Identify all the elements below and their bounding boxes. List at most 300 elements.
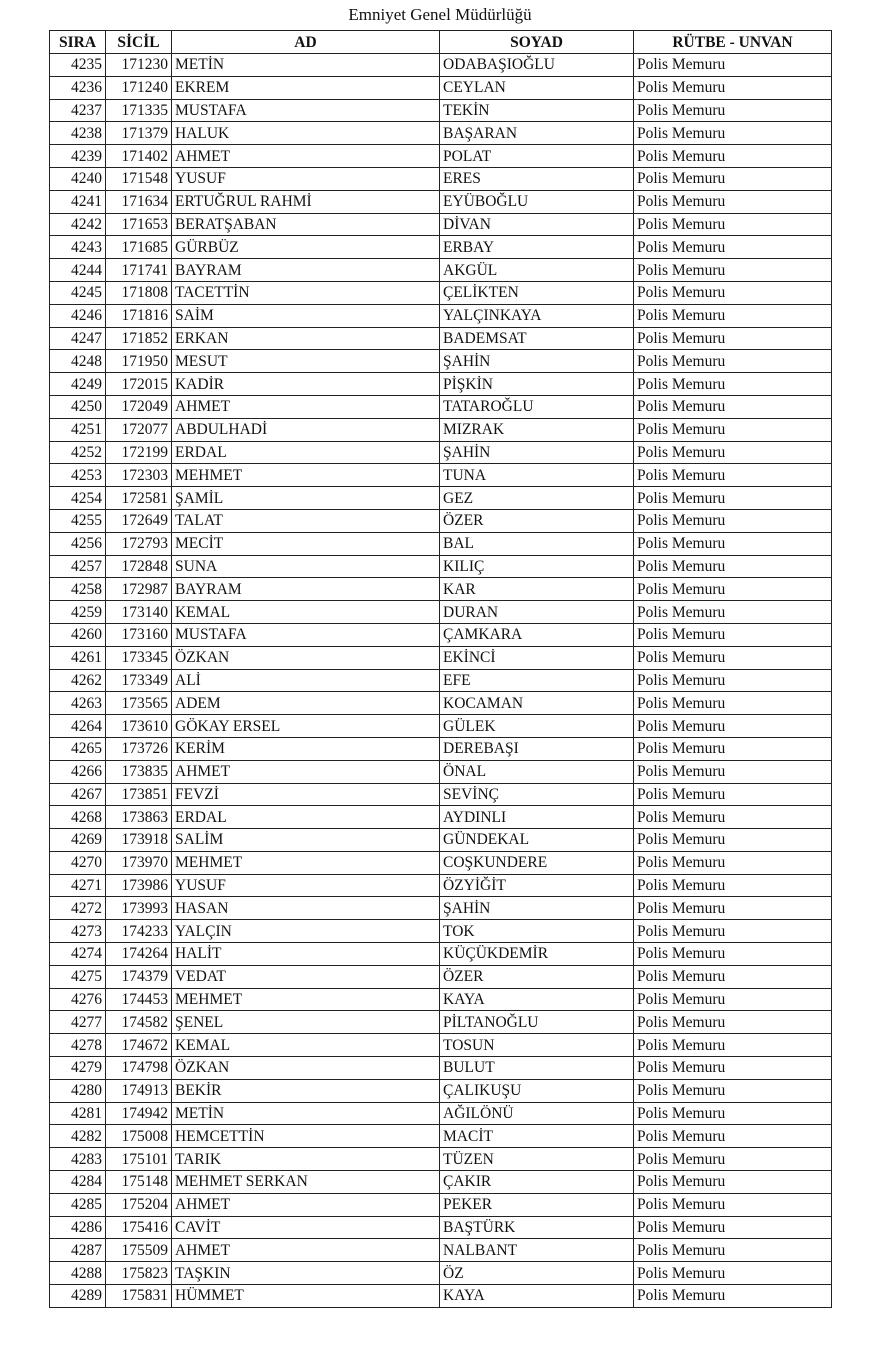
column-header-sira: SIRA: [50, 31, 106, 54]
column-header-sicil: SİCİL: [106, 31, 172, 54]
table-row: [50, 1102, 832, 1125]
sira-cell: 4259: [50, 601, 106, 624]
sira-cell: 4267: [50, 783, 106, 806]
ad-cell: ADEM: [172, 692, 440, 715]
table-row: [50, 555, 832, 578]
sira-cell: 4261: [50, 646, 106, 669]
rutbe-unvan-cell: Polis Memuru: [634, 373, 832, 396]
table-row: [50, 213, 832, 236]
rutbe-unvan-cell: Polis Memuru: [634, 213, 832, 236]
rutbe-unvan-cell: Polis Memuru: [634, 965, 832, 988]
soyad-cell: TOK: [440, 920, 634, 943]
sira-cell: 4278: [50, 1034, 106, 1057]
sicil-cell: 171379: [106, 122, 172, 145]
ad-cell: MEHMET: [172, 988, 440, 1011]
rutbe-unvan-cell: Polis Memuru: [634, 122, 832, 145]
sicil-cell: 175509: [106, 1239, 172, 1262]
ad-cell: BAYRAM: [172, 259, 440, 282]
soyad-cell: KAR: [440, 578, 634, 601]
sicil-cell: 171816: [106, 304, 172, 327]
soyad-cell: EYÜBOĞLU: [440, 190, 634, 213]
sicil-cell: 174453: [106, 988, 172, 1011]
sira-cell: 4268: [50, 806, 106, 829]
rutbe-unvan-cell: Polis Memuru: [634, 1079, 832, 1102]
table-row: [50, 715, 832, 738]
rutbe-unvan-cell: Polis Memuru: [634, 874, 832, 897]
ad-cell: EKREM: [172, 76, 440, 99]
sira-cell: 4266: [50, 760, 106, 783]
sira-cell: 4262: [50, 669, 106, 692]
sicil-cell: 174582: [106, 1011, 172, 1034]
sira-cell: 4270: [50, 851, 106, 874]
soyad-cell: BAŞARAN: [440, 122, 634, 145]
sicil-cell: 173851: [106, 783, 172, 806]
ad-cell: KEMAL: [172, 1034, 440, 1057]
rutbe-unvan-cell: Polis Memuru: [634, 783, 832, 806]
sicil-cell: 174264: [106, 943, 172, 966]
table-row: [50, 236, 832, 259]
sira-cell: 4281: [50, 1102, 106, 1125]
ad-cell: MECİT: [172, 532, 440, 555]
sira-cell: 4252: [50, 441, 106, 464]
sicil-cell: 173918: [106, 829, 172, 852]
sicil-cell: 171548: [106, 167, 172, 190]
table-row: [50, 737, 832, 760]
sira-cell: 4256: [50, 532, 106, 555]
rutbe-unvan-cell: Polis Memuru: [634, 555, 832, 578]
sicil-cell: 171230: [106, 54, 172, 77]
rutbe-unvan-cell: Polis Memuru: [634, 464, 832, 487]
table-row: [50, 1216, 832, 1239]
soyad-cell: BAŞTÜRK: [440, 1216, 634, 1239]
sicil-cell: 172015: [106, 373, 172, 396]
sicil-cell: 174913: [106, 1079, 172, 1102]
soyad-cell: BAL: [440, 532, 634, 555]
soyad-cell: TUNA: [440, 464, 634, 487]
sicil-cell: 171741: [106, 259, 172, 282]
table-row: [50, 601, 832, 624]
ad-cell: YALÇIN: [172, 920, 440, 943]
rutbe-unvan-cell: Polis Memuru: [634, 190, 832, 213]
sira-cell: 4240: [50, 167, 106, 190]
ad-cell: ÖZKAN: [172, 646, 440, 669]
ad-cell: METİN: [172, 1102, 440, 1125]
sicil-cell: 172793: [106, 532, 172, 555]
sicil-cell: 173140: [106, 601, 172, 624]
ad-cell: AHMET: [172, 1193, 440, 1216]
soyad-cell: BULUT: [440, 1057, 634, 1080]
rutbe-unvan-cell: Polis Memuru: [634, 1102, 832, 1125]
column-header-rutbe-unvan: RÜTBE - UNVAN: [634, 31, 832, 54]
rutbe-unvan-cell: Polis Memuru: [634, 1216, 832, 1239]
rutbe-unvan-cell: Polis Memuru: [634, 236, 832, 259]
sira-cell: 4264: [50, 715, 106, 738]
sicil-cell: 173726: [106, 737, 172, 760]
sicil-cell: 173345: [106, 646, 172, 669]
soyad-cell: KILIÇ: [440, 555, 634, 578]
sicil-cell: 171335: [106, 99, 172, 122]
rutbe-unvan-cell: Polis Memuru: [634, 167, 832, 190]
sicil-cell: 174379: [106, 965, 172, 988]
soyad-cell: EFE: [440, 669, 634, 692]
ad-cell: ALİ: [172, 669, 440, 692]
table-row: [50, 1171, 832, 1194]
sicil-cell: 171685: [106, 236, 172, 259]
column-header-soyad: SOYAD: [440, 31, 634, 54]
rutbe-unvan-cell: Polis Memuru: [634, 281, 832, 304]
soyad-cell: GÜNDEKAL: [440, 829, 634, 852]
sira-cell: 4272: [50, 897, 106, 920]
soyad-cell: BADEMSAT: [440, 327, 634, 350]
rutbe-unvan-cell: Polis Memuru: [634, 1057, 832, 1080]
sicil-cell: 172987: [106, 578, 172, 601]
rutbe-unvan-cell: Polis Memuru: [634, 532, 832, 555]
table-row: [50, 167, 832, 190]
soyad-cell: TÜZEN: [440, 1148, 634, 1171]
rutbe-unvan-cell: Polis Memuru: [634, 897, 832, 920]
table-body: [50, 54, 832, 1308]
sicil-cell: 174672: [106, 1034, 172, 1057]
sira-cell: 4245: [50, 281, 106, 304]
sira-cell: 4277: [50, 1011, 106, 1034]
soyad-cell: ÖZER: [440, 965, 634, 988]
ad-cell: TACETTİN: [172, 281, 440, 304]
ad-cell: BEKİR: [172, 1079, 440, 1102]
sira-cell: 4282: [50, 1125, 106, 1148]
soyad-cell: DURAN: [440, 601, 634, 624]
soyad-cell: GEZ: [440, 487, 634, 510]
soyad-cell: ŞAHİN: [440, 441, 634, 464]
ad-cell: ÖZKAN: [172, 1057, 440, 1080]
table-row: [50, 1079, 832, 1102]
ad-cell: GÖKAY ERSEL: [172, 715, 440, 738]
sicil-cell: 175008: [106, 1125, 172, 1148]
ad-cell: ERTUĞRUL RAHMİ: [172, 190, 440, 213]
sira-cell: 4239: [50, 145, 106, 168]
rutbe-unvan-cell: Polis Memuru: [634, 1193, 832, 1216]
rutbe-unvan-cell: Polis Memuru: [634, 1171, 832, 1194]
sira-cell: 4249: [50, 373, 106, 396]
ad-cell: GÜRBÜZ: [172, 236, 440, 259]
ad-cell: AHMET: [172, 1239, 440, 1262]
soyad-cell: ÇAKIR: [440, 1171, 634, 1194]
table-row: [50, 281, 832, 304]
sira-cell: 4275: [50, 965, 106, 988]
ad-cell: MEHMET: [172, 851, 440, 874]
sira-cell: 4236: [50, 76, 106, 99]
rutbe-unvan-cell: Polis Memuru: [634, 76, 832, 99]
sira-cell: 4244: [50, 259, 106, 282]
ad-cell: KERİM: [172, 737, 440, 760]
rutbe-unvan-cell: Polis Memuru: [634, 327, 832, 350]
sicil-cell: 173160: [106, 623, 172, 646]
ad-cell: SUNA: [172, 555, 440, 578]
table-header: [50, 31, 832, 54]
sira-cell: 4258: [50, 578, 106, 601]
rutbe-unvan-cell: Polis Memuru: [634, 692, 832, 715]
table-row: [50, 943, 832, 966]
table-row: [50, 350, 832, 373]
table-row: [50, 259, 832, 282]
rutbe-unvan-cell: Polis Memuru: [634, 943, 832, 966]
table-row: [50, 1193, 832, 1216]
soyad-cell: SEVİNÇ: [440, 783, 634, 806]
table-row: [50, 851, 832, 874]
table-row: [50, 509, 832, 532]
rutbe-unvan-cell: Polis Memuru: [634, 509, 832, 532]
table-row: [50, 487, 832, 510]
soyad-cell: MIZRAK: [440, 418, 634, 441]
table-row: [50, 760, 832, 783]
soyad-cell: ŞAHİN: [440, 897, 634, 920]
table-row: [50, 304, 832, 327]
rutbe-unvan-cell: Polis Memuru: [634, 395, 832, 418]
ad-cell: HÜMMET: [172, 1285, 440, 1308]
sicil-cell: 172199: [106, 441, 172, 464]
header-row: [50, 31, 832, 54]
ad-cell: AHMET: [172, 145, 440, 168]
sira-cell: 4265: [50, 737, 106, 760]
ad-cell: FEVZİ: [172, 783, 440, 806]
ad-cell: TARIK: [172, 1148, 440, 1171]
ad-cell: BAYRAM: [172, 578, 440, 601]
ad-cell: BERATŞABAN: [172, 213, 440, 236]
ad-cell: SALİM: [172, 829, 440, 852]
soyad-cell: MACİT: [440, 1125, 634, 1148]
sira-cell: 4280: [50, 1079, 106, 1102]
sicil-cell: 175416: [106, 1216, 172, 1239]
soyad-cell: ŞAHİN: [440, 350, 634, 373]
soyad-cell: TEKİN: [440, 99, 634, 122]
sira-cell: 4247: [50, 327, 106, 350]
soyad-cell: TATAROĞLU: [440, 395, 634, 418]
ad-cell: HALİT: [172, 943, 440, 966]
table-row: [50, 99, 832, 122]
ad-cell: KADİR: [172, 373, 440, 396]
ad-cell: ERKAN: [172, 327, 440, 350]
sira-cell: 4274: [50, 943, 106, 966]
sicil-cell: 171402: [106, 145, 172, 168]
sira-cell: 4246: [50, 304, 106, 327]
ad-cell: HEMCETTİN: [172, 1125, 440, 1148]
ad-cell: SAİM: [172, 304, 440, 327]
sicil-cell: 171808: [106, 281, 172, 304]
rutbe-unvan-cell: Polis Memuru: [634, 1011, 832, 1034]
sicil-cell: 175823: [106, 1262, 172, 1285]
sira-cell: 4260: [50, 623, 106, 646]
sira-cell: 4250: [50, 395, 106, 418]
ad-cell: AHMET: [172, 395, 440, 418]
sira-cell: 4285: [50, 1193, 106, 1216]
table-row: [50, 897, 832, 920]
soyad-cell: AĞILÖNÜ: [440, 1102, 634, 1125]
sira-cell: 4237: [50, 99, 106, 122]
sicil-cell: 172077: [106, 418, 172, 441]
sicil-cell: 173986: [106, 874, 172, 897]
soyad-cell: ÇELİKTEN: [440, 281, 634, 304]
soyad-cell: ÖNAL: [440, 760, 634, 783]
sira-cell: 4243: [50, 236, 106, 259]
page-title: Emniyet Genel Müdürlüğü: [348, 5, 532, 24]
rutbe-unvan-cell: Polis Memuru: [634, 737, 832, 760]
ad-cell: TALAT: [172, 509, 440, 532]
table-row: [50, 441, 832, 464]
rutbe-unvan-cell: Polis Memuru: [634, 829, 832, 852]
soyad-cell: GÜLEK: [440, 715, 634, 738]
sicil-cell: 173349: [106, 669, 172, 692]
rutbe-unvan-cell: Polis Memuru: [634, 806, 832, 829]
soyad-cell: NALBANT: [440, 1239, 634, 1262]
rutbe-unvan-cell: Polis Memuru: [634, 1034, 832, 1057]
sira-cell: 4238: [50, 122, 106, 145]
table-row: [50, 145, 832, 168]
sicil-cell: 174798: [106, 1057, 172, 1080]
sira-cell: 4257: [50, 555, 106, 578]
table-row: [50, 464, 832, 487]
ad-cell: KEMAL: [172, 601, 440, 624]
rutbe-unvan-cell: Polis Memuru: [634, 99, 832, 122]
table-row: [50, 920, 832, 943]
rutbe-unvan-cell: Polis Memuru: [634, 1285, 832, 1308]
table-row: [50, 1148, 832, 1171]
sira-cell: 4255: [50, 509, 106, 532]
sicil-cell: 171634: [106, 190, 172, 213]
rutbe-unvan-cell: Polis Memuru: [634, 851, 832, 874]
soyad-cell: ERES: [440, 167, 634, 190]
sira-cell: 4276: [50, 988, 106, 1011]
ad-cell: MEHMET: [172, 464, 440, 487]
sicil-cell: 172649: [106, 509, 172, 532]
ad-cell: ERDAL: [172, 806, 440, 829]
rutbe-unvan-cell: Polis Memuru: [634, 623, 832, 646]
soyad-cell: DİVAN: [440, 213, 634, 236]
soyad-cell: AYDINLI: [440, 806, 634, 829]
rutbe-unvan-cell: Polis Memuru: [634, 1239, 832, 1262]
soyad-cell: YALÇINKAYA: [440, 304, 634, 327]
sira-cell: 4286: [50, 1216, 106, 1239]
column-header-ad: AD: [172, 31, 440, 54]
table-row: [50, 327, 832, 350]
rutbe-unvan-cell: Polis Memuru: [634, 441, 832, 464]
sira-cell: 4289: [50, 1285, 106, 1308]
rutbe-unvan-cell: Polis Memuru: [634, 1262, 832, 1285]
sira-cell: 4251: [50, 418, 106, 441]
rutbe-unvan-cell: Polis Memuru: [634, 1148, 832, 1171]
personnel-table: [49, 30, 832, 1308]
sicil-cell: 173565: [106, 692, 172, 715]
sicil-cell: 174942: [106, 1102, 172, 1125]
table-row: [50, 623, 832, 646]
table-row: [50, 646, 832, 669]
sicil-cell: 171852: [106, 327, 172, 350]
soyad-cell: PİŞKİN: [440, 373, 634, 396]
table-row: [50, 829, 832, 852]
sira-cell: 4235: [50, 54, 106, 77]
rutbe-unvan-cell: Polis Memuru: [634, 418, 832, 441]
sicil-cell: 175831: [106, 1285, 172, 1308]
soyad-cell: PİLTANOĞLU: [440, 1011, 634, 1034]
table-row: [50, 122, 832, 145]
table-row: [50, 1034, 832, 1057]
table-row: [50, 874, 832, 897]
rutbe-unvan-cell: Polis Memuru: [634, 760, 832, 783]
sira-cell: 4273: [50, 920, 106, 943]
sicil-cell: 173863: [106, 806, 172, 829]
ad-cell: CAVİT: [172, 1216, 440, 1239]
ad-cell: ŞENEL: [172, 1011, 440, 1034]
ad-cell: YUSUF: [172, 167, 440, 190]
sicil-cell: 171950: [106, 350, 172, 373]
sira-cell: 4283: [50, 1148, 106, 1171]
rutbe-unvan-cell: Polis Memuru: [634, 920, 832, 943]
rutbe-unvan-cell: Polis Memuru: [634, 54, 832, 77]
soyad-cell: KAYA: [440, 988, 634, 1011]
ad-cell: HASAN: [172, 897, 440, 920]
soyad-cell: PEKER: [440, 1193, 634, 1216]
soyad-cell: KÜÇÜKDEMİR: [440, 943, 634, 966]
table-row: [50, 418, 832, 441]
sicil-cell: 173610: [106, 715, 172, 738]
ad-cell: YUSUF: [172, 874, 440, 897]
ad-cell: MUSTAFA: [172, 623, 440, 646]
sira-cell: 4242: [50, 213, 106, 236]
soyad-cell: EKİNCİ: [440, 646, 634, 669]
sicil-cell: 173835: [106, 760, 172, 783]
ad-cell: ŞAMİL: [172, 487, 440, 510]
ad-cell: HALUK: [172, 122, 440, 145]
table-row: [50, 1262, 832, 1285]
sicil-cell: 171653: [106, 213, 172, 236]
table-row: [50, 1011, 832, 1034]
ad-cell: VEDAT: [172, 965, 440, 988]
sicil-cell: 175148: [106, 1171, 172, 1194]
table-row: [50, 783, 832, 806]
ad-cell: ABDULHADİ: [172, 418, 440, 441]
sira-cell: 4288: [50, 1262, 106, 1285]
soyad-cell: ÖZ: [440, 1262, 634, 1285]
sicil-cell: 172848: [106, 555, 172, 578]
rutbe-unvan-cell: Polis Memuru: [634, 646, 832, 669]
sicil-cell: 171240: [106, 76, 172, 99]
sira-cell: 4284: [50, 1171, 106, 1194]
sicil-cell: 174233: [106, 920, 172, 943]
table-row: [50, 190, 832, 213]
sira-cell: 4269: [50, 829, 106, 852]
rutbe-unvan-cell: Polis Memuru: [634, 145, 832, 168]
rutbe-unvan-cell: Polis Memuru: [634, 259, 832, 282]
table-row: [50, 965, 832, 988]
rutbe-unvan-cell: Polis Memuru: [634, 988, 832, 1011]
soyad-cell: KAYA: [440, 1285, 634, 1308]
sira-cell: 4279: [50, 1057, 106, 1080]
soyad-cell: CEYLAN: [440, 76, 634, 99]
soyad-cell: ÇALIKUŞU: [440, 1079, 634, 1102]
soyad-cell: ÖZER: [440, 509, 634, 532]
sicil-cell: 175101: [106, 1148, 172, 1171]
table-row: [50, 692, 832, 715]
rutbe-unvan-cell: Polis Memuru: [634, 715, 832, 738]
soyad-cell: TOSUN: [440, 1034, 634, 1057]
ad-cell: MESUT: [172, 350, 440, 373]
soyad-cell: ODABAŞIOĞLU: [440, 54, 634, 77]
sicil-cell: 172581: [106, 487, 172, 510]
rutbe-unvan-cell: Polis Memuru: [634, 1125, 832, 1148]
sira-cell: 4241: [50, 190, 106, 213]
table-row: [50, 1057, 832, 1080]
soyad-cell: POLAT: [440, 145, 634, 168]
table-row: [50, 988, 832, 1011]
sicil-cell: 175204: [106, 1193, 172, 1216]
